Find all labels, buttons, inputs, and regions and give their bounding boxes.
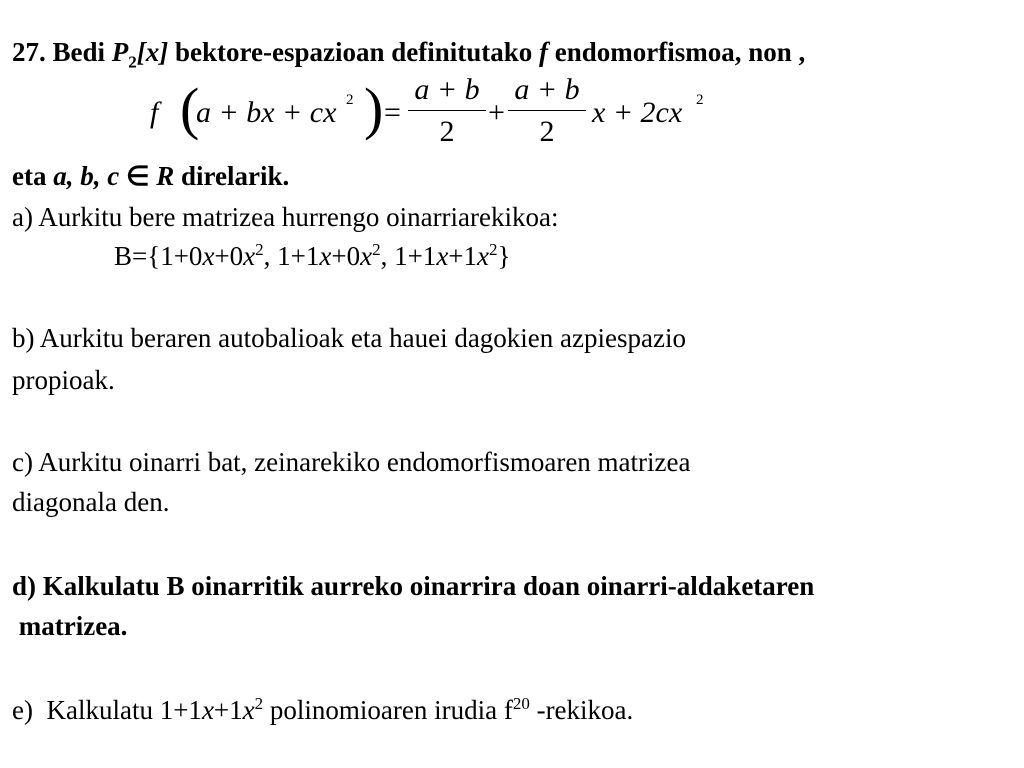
space-variable: [x]: [136, 37, 169, 67]
part-d-line-2: matrizea.: [12, 611, 128, 641]
problem-number: 27.: [12, 37, 46, 67]
condition-prefix: eta: [12, 161, 47, 191]
formula-argument-exponent: 2: [346, 92, 354, 108]
fraction-1-denominator: 2: [439, 115, 455, 148]
part-a-text: a) Aurkitu bere matrizea hurrengo oinarriarekikoa:: [12, 202, 559, 232]
fraction-2-numerator: a + b: [514, 73, 580, 106]
basis-B: $B=\{1+0x+0x^2$, $1+1x+0x^2$, $1+1x+1x^2$}: [114, 240, 511, 271]
formula-right-paren: ): [364, 76, 384, 141]
formula-equals: =: [384, 96, 401, 129]
fraction-1: [408, 72, 486, 151]
intro-text-b: bektore-espazioan definitutako: [175, 37, 533, 67]
real-set-symbol: R: [156, 161, 175, 191]
part-c-line-2: diagonala den.: [12, 487, 170, 517]
fraction-1-numerator: a + b: [414, 73, 480, 106]
part-c-line-1: c) Aurkitu oinarri bat, zeinarekiko endomorfismoaren matrizea: [12, 447, 691, 477]
formula-argument: a + bx + cx: [196, 96, 337, 129]
formula-tail: x + 2cx: [592, 96, 683, 129]
formula-f: f: [150, 96, 159, 129]
formula-left-paren: (: [180, 76, 200, 141]
endomorphism-formula: [150, 72, 710, 164]
formula-tail-exponent: 2: [696, 92, 704, 108]
part-b-line-1: b) Aurkitu beraren autobalioak eta hauei dagokien azpiespazio: [12, 323, 686, 353]
intro-text-a: Bedi: [52, 37, 106, 67]
element-of-symbol: ∈: [125, 161, 150, 191]
f-symbol: f: [539, 37, 549, 67]
condition-suffix: direlarik.: [181, 161, 290, 191]
condition-line: [12, 160, 289, 192]
intro-text-c: endomorfismoa, non ,: [554, 37, 806, 67]
part-e-line: e) Kalkulatu $1+1x+1x^2$ polinomioaren irudia $f^{20}$ -rekikoa.: [12, 694, 634, 725]
formula-plus: +: [488, 96, 505, 129]
space-subscript: 2: [128, 52, 137, 72]
fraction-2-denominator: 2: [539, 115, 555, 148]
fraction-1-bar: [408, 110, 486, 111]
fraction-2-bar: [508, 110, 586, 111]
space-symbol: P: [111, 37, 129, 67]
condition-vars: a, b, c: [53, 161, 120, 191]
part-b-line-2: propioak.: [12, 365, 115, 395]
problem-statement: [12, 36, 806, 72]
part-d-line-1: d) Kalkulatu B oinarritik aurreko oinarrira doan oinarri-aldaketaren: [12, 571, 815, 601]
fraction-2: [508, 72, 586, 151]
